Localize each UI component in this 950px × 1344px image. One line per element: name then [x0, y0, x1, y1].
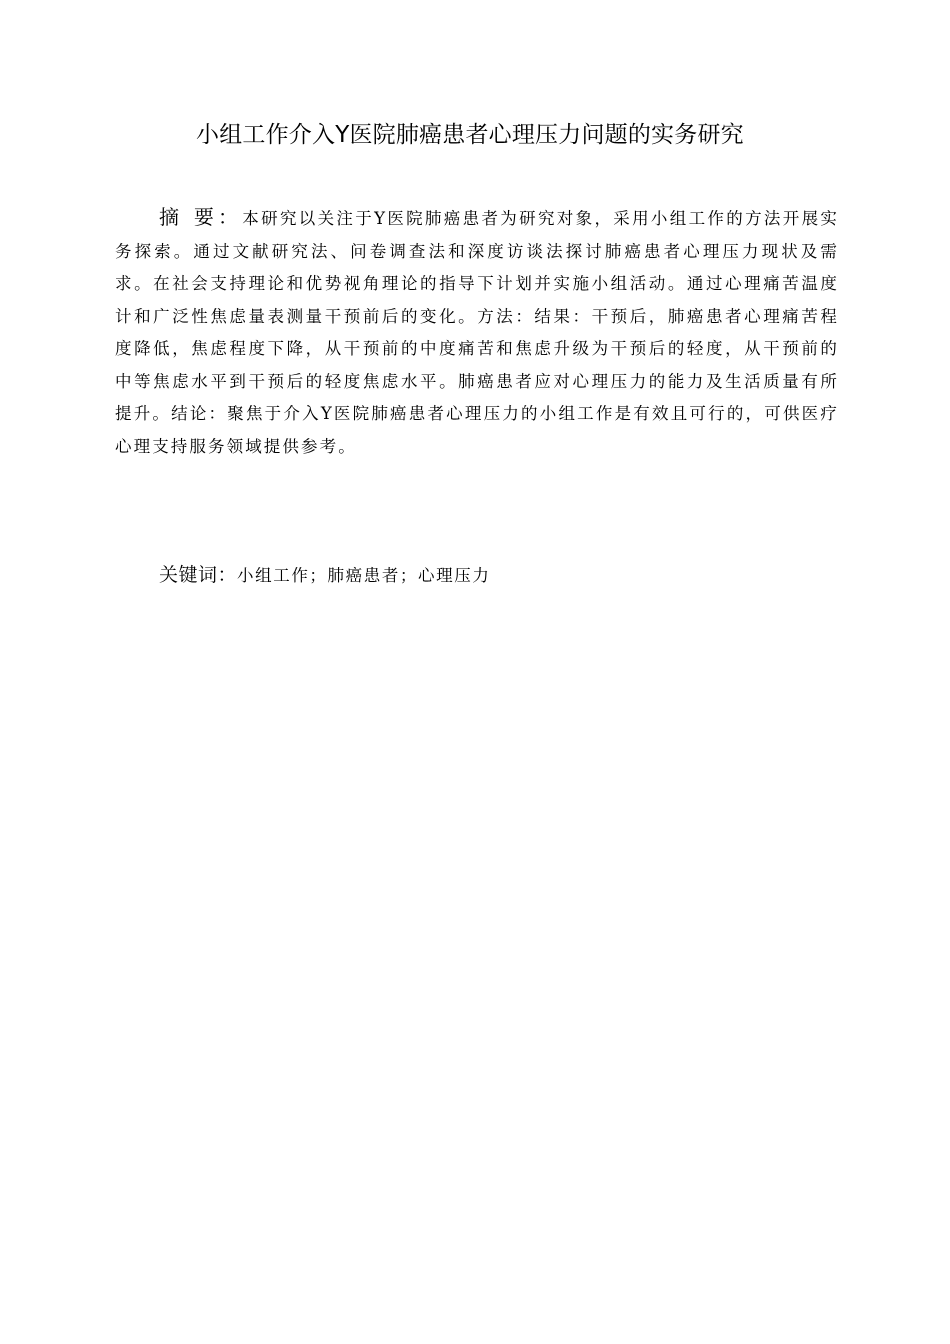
abstract-label: 摘 要： — [159, 205, 243, 229]
abstract-text: 本研究以关注于Y医院肺癌患者为研究对象，采用小组工作的方法开展实务探索。通过文献研究法、问卷调查法和深度访谈法探讨肺癌患者心理压力现状及需求。在社会支持理论和优势视角理论的指导下计划并实施小组活动。通过心理痛苦温度计和广泛性焦虑量表测量干预前后的变化。方法：结果：干预后，肺癌患者心理痛苦程度降低，焦虑程度下降，从干预前的中度痛苦和焦虑升级为干预后的轻度，从干预前的中等焦虑水平到干预后的轻度焦虑水平。肺癌患者应对心理压力的能力及生活质量有所提升。结论：聚焦于介入Y医院肺癌患者心理压力的小组工作是有效且可行的，可供医疗心理支持服务领域提供参考。 — [115, 209, 840, 456]
document-title: 小组工作介入Y医院肺癌患者心理压力问题的实务研究 — [196, 122, 744, 148]
abstract-paragraph — [115, 201, 839, 463]
keywords-line — [159, 560, 759, 591]
keywords-text: 小组工作；肺癌患者；心理压力 — [237, 566, 491, 585]
keywords-label: 关键词： — [159, 564, 238, 586]
